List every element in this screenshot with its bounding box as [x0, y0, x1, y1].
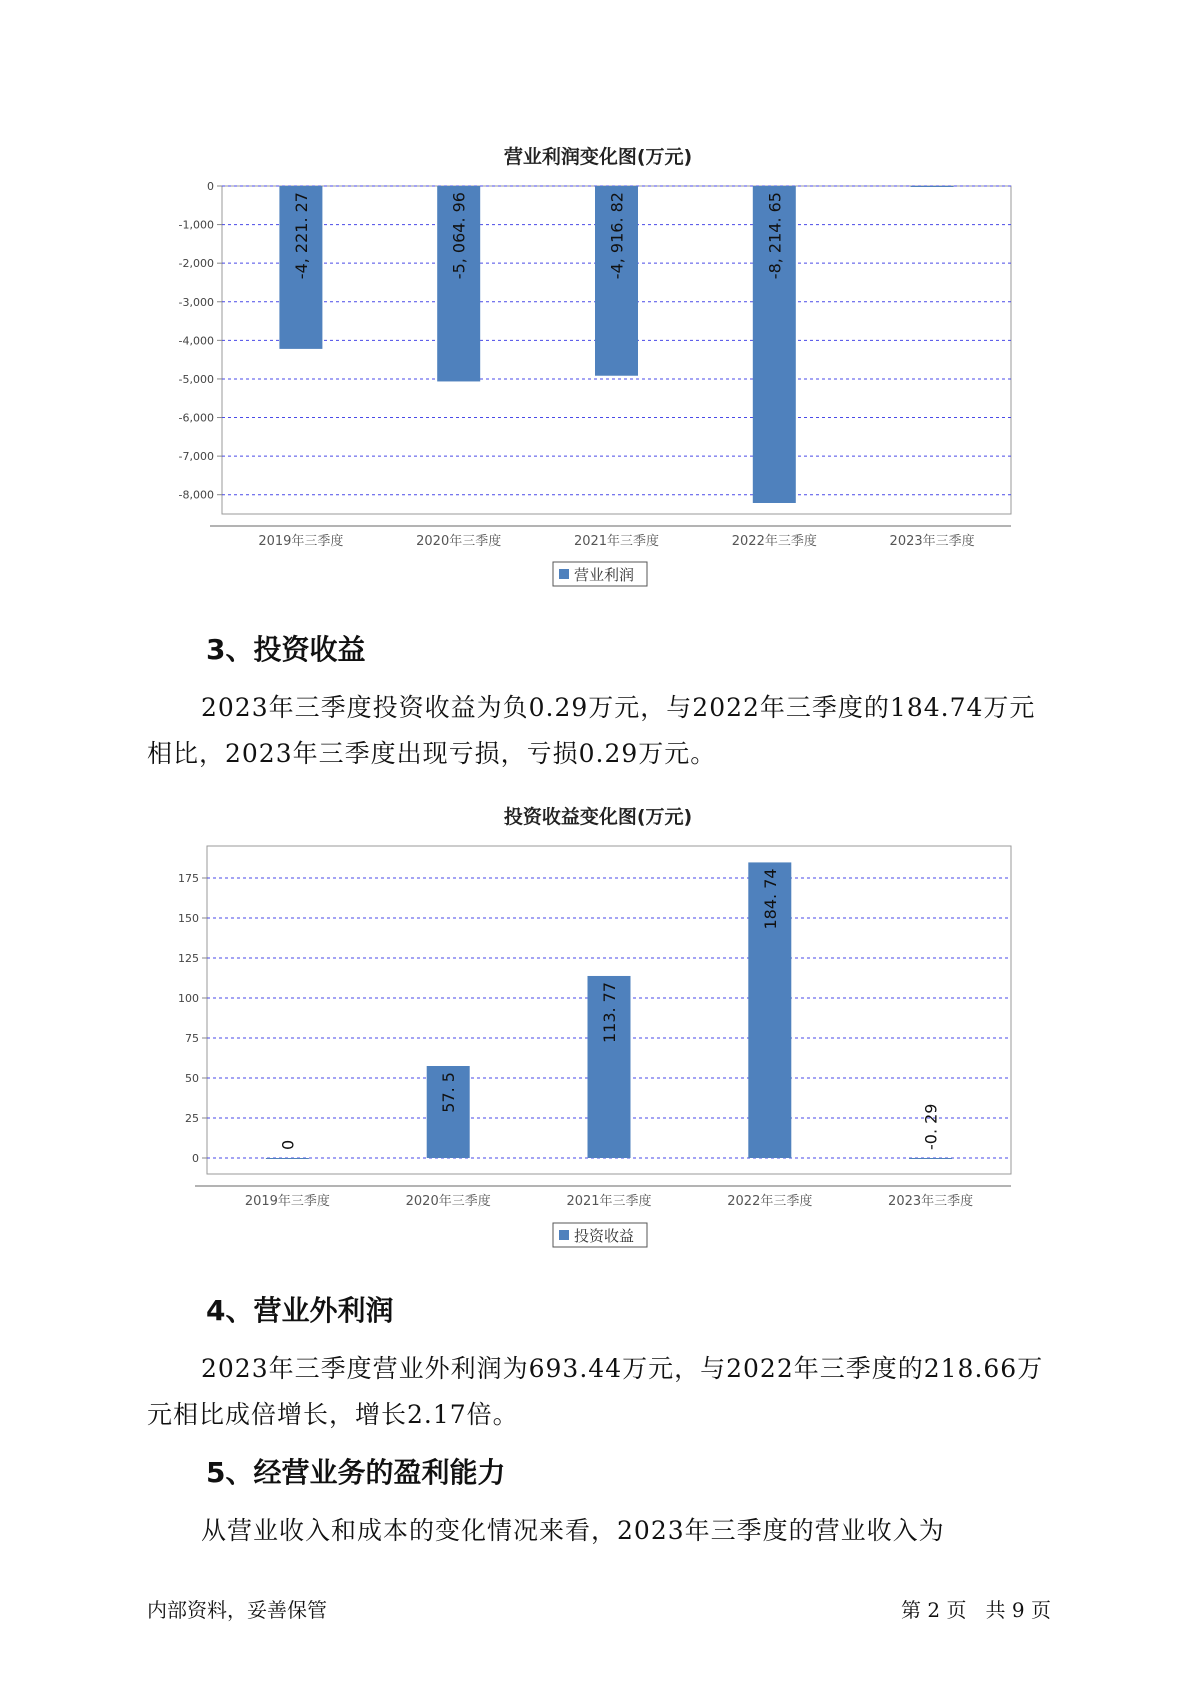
y-tick-label: -6,000 [178, 411, 214, 425]
data-label: -4, 221. 27 [291, 192, 311, 280]
y-tick-label: 100 [178, 992, 199, 1005]
data-label: -4, 916. 82 [607, 192, 627, 280]
section-3-heading: 3、投资收益 [206, 633, 366, 666]
y-tick-label: -5,000 [178, 372, 214, 386]
data-label: 0 [278, 1139, 298, 1150]
section-5-paragraph-line-1: 从营业收入和成本的变化情况来看，2023年三季度的营业收入为 [201, 1516, 945, 1545]
y-tick-label: 125 [178, 952, 199, 965]
y-tick-label: -1,000 [178, 218, 214, 232]
data-label: -0. 29 [921, 1103, 941, 1150]
x-tick-label: 2022年三季度 [731, 534, 817, 549]
y-tick-label: 0 [192, 1152, 199, 1165]
footer-confidential-note: 内部资料，妥善保管 [147, 1598, 327, 1622]
legend-label: 营业利润 [574, 566, 635, 584]
chart-title: 营业利润变化图(万元) [503, 146, 693, 168]
y-tick-label: 0 [207, 180, 214, 193]
section-3-paragraph-line-2: 相比，2023年三季度出现亏损，亏损0.29万元。 [147, 739, 717, 768]
x-tick-label: 2023年三季度 [889, 534, 975, 549]
x-tick-label: 2023年三季度 [888, 1194, 974, 1209]
data-label: 113. 77 [600, 981, 619, 1044]
footer-page-number: 第 2 页 共 9 页 [901, 1598, 1051, 1622]
x-tick-label: 2020年三季度 [416, 534, 502, 549]
y-tick-label: -3,000 [178, 295, 214, 309]
y-tick-label: 150 [178, 912, 199, 925]
y-tick-label: 75 [185, 1032, 199, 1045]
section-4-heading: 4、营业外利润 [206, 1294, 394, 1327]
y-tick-label: -8,000 [178, 488, 214, 502]
x-tick-label: 2021年三季度 [566, 1194, 652, 1209]
y-tick-label: 25 [185, 1112, 199, 1125]
bar [266, 1158, 309, 1159]
y-tick-label: -7,000 [178, 450, 214, 464]
data-label: 57. 5 [439, 1072, 459, 1113]
x-tick-label: 2021年三季度 [573, 534, 660, 549]
y-tick-label: 50 [185, 1072, 199, 1085]
data-label: -5, 064. 96 [449, 192, 469, 280]
x-tick-label: 2022年三季度 [727, 1194, 813, 1209]
y-tick-label: -4,000 [178, 334, 214, 348]
bar [909, 1158, 952, 1159]
section-5-heading: 5、经营业务的盈利能力 [206, 1456, 506, 1489]
x-tick-label: 2019年三季度 [258, 534, 344, 549]
legend-swatch [559, 1230, 569, 1240]
y-tick-label: 175 [178, 872, 199, 885]
section-4-paragraph-line-1: 2023年三季度营业外利润为693.44万元，与2022年三季度的218.66万 [201, 1354, 1044, 1383]
x-tick-label: 2019年三季度 [244, 1194, 330, 1209]
legend-label: 投资收益 [574, 1227, 635, 1245]
chart-title: 投资收益变化图(万元) [503, 806, 693, 828]
section-4-paragraph-line-2: 元相比成倍增长，增长2.17倍。 [147, 1400, 519, 1429]
section-3-paragraph-line-1: 2023年三季度投资收益为负0.29万元，与2022年三季度的184.74万元 [201, 693, 1036, 722]
data-label: 184. 74 [760, 868, 780, 930]
y-tick-label: -2,000 [178, 257, 214, 271]
data-label: -8, 214. 65 [765, 192, 785, 280]
x-tick-label: 2020年三季度 [405, 1194, 491, 1209]
